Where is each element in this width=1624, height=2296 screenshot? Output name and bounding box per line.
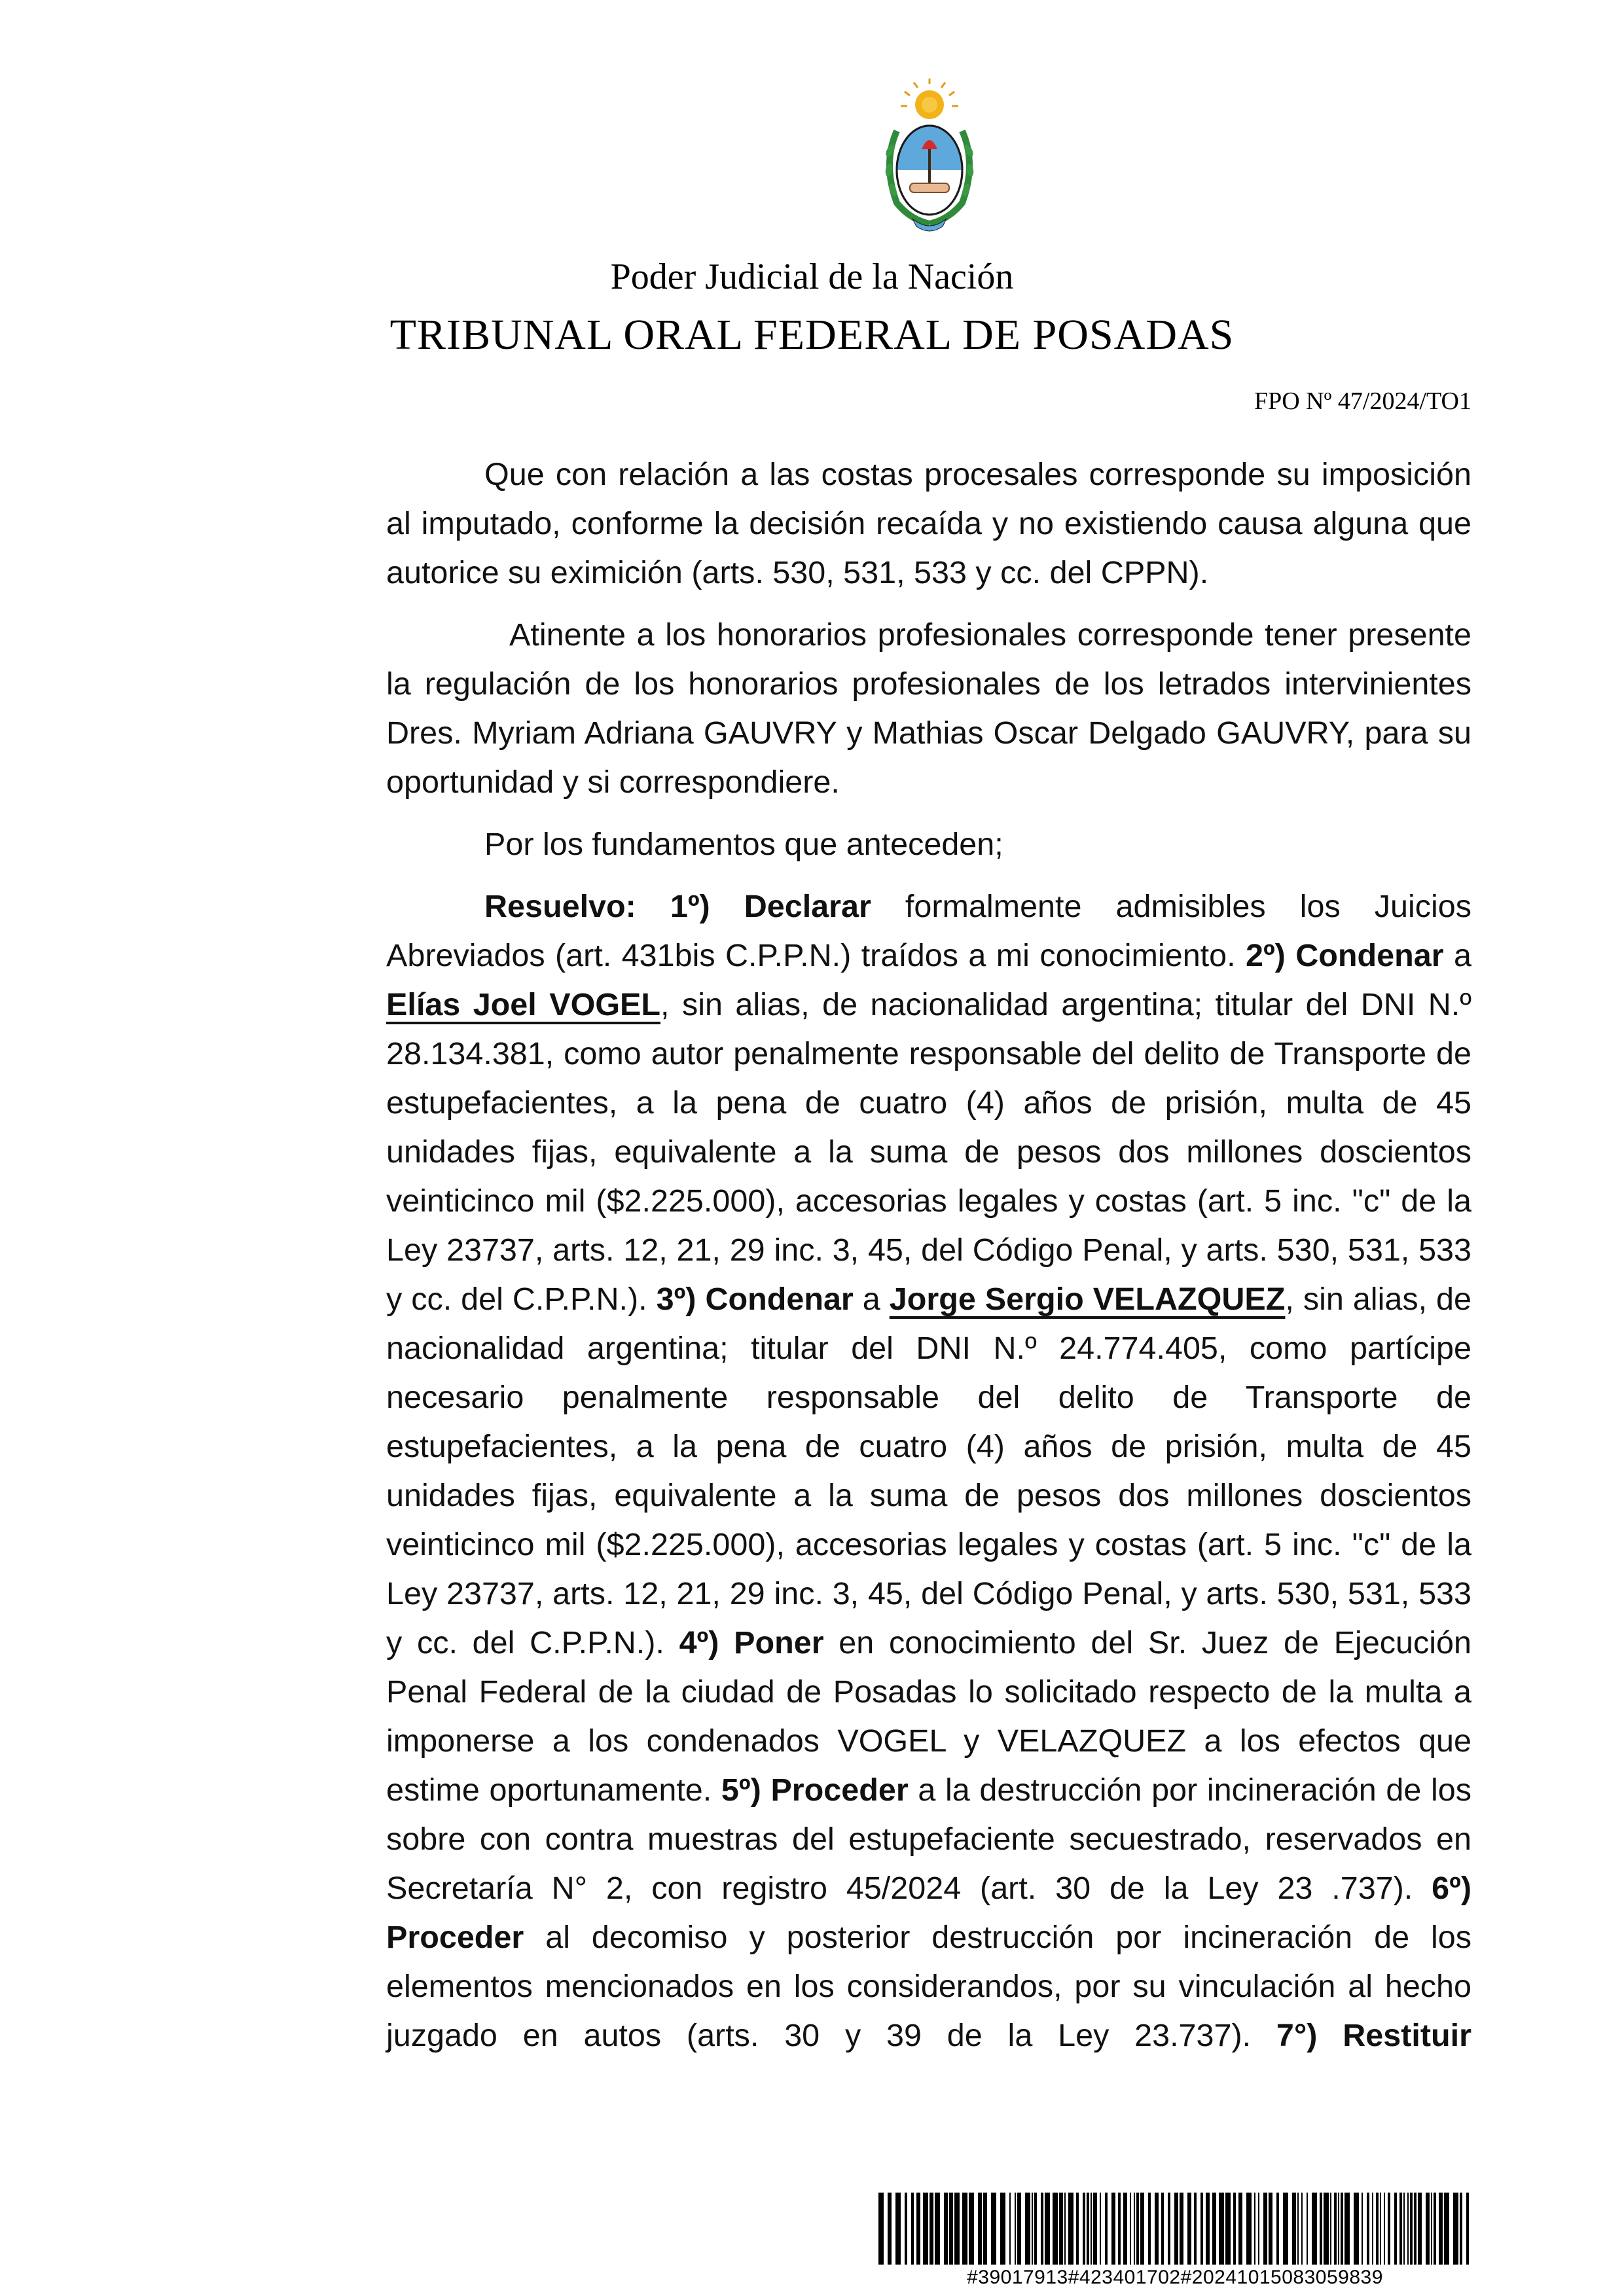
item-3-number: 3º)	[656, 1282, 696, 1317]
item-5-verb: Proceder	[770, 1772, 909, 1808]
paragraph-fees: Atinente a los honorarios profesionales corresponde tener presente la regulación de los honorarios profesionales de los letrados intervinientes Dres. Myriam Adriana GAUVRY y Mathias Oscar Delgado GAUVRY, para su oportunidad y si correspondiere.	[386, 617, 1471, 800]
item-5-text: a la destrucción por incineración de los sobre con contra muestras del estupefaciente secuestrado, reservados en Secretaría N° 2, con registro 45/2024 (art. 30 de la Ley 23 .737).	[386, 1772, 1471, 1906]
item-1-verb: Declarar	[744, 889, 871, 924]
item-4-verb: Poner	[734, 1625, 824, 1660]
institution-name: Poder Judicial de la Nación	[610, 257, 1014, 297]
item-7-number: 7°)	[1276, 2018, 1318, 2053]
defendant-name-vogel: Elías Joel VOGEL	[386, 987, 660, 1022]
item-4-text: en conocimiento del Sr. Juez de Ejecución Penal Federal de la ciudad de Posadas lo solicitado respecto de la multa a imponerse a los condenados VOGEL y VELAZQUEZ a los efectos que estime oportunamente.	[386, 1625, 1471, 1808]
case-number: FPO Nº 47/2024/TO1	[1254, 387, 1471, 415]
argentina-coat-of-arms-icon	[871, 79, 988, 236]
document-body	[386, 450, 1471, 2073]
item-7-verb: Restituir	[1343, 2018, 1472, 2053]
paragraph-grounds: Por los fundamentos que anteceden;	[484, 827, 1003, 862]
item-6-verb: Proceder	[386, 1920, 524, 1955]
item-2-verb: Condenar	[1295, 938, 1444, 973]
sun-icon	[901, 79, 958, 119]
paragraph-costs: Que con relación a las costas procesales corresponde su imposición al imputado, conforme la decisión recaída y no existiendo causa alguna que autorice su eximición (arts. 530, 531, 533 y cc. del CPPN).	[386, 457, 1471, 590]
item-1-text: formalmente admisibles los Juicios Abreviados (art. 431bis C.P.P.N.) traídos a mi conocimiento.	[386, 889, 1471, 973]
item-5-number: 5º)	[721, 1772, 761, 1808]
item-2-number: 2º)	[1246, 938, 1286, 973]
barcode-text: #39017913#423401702#20241015083059839	[967, 2267, 1383, 2288]
item-2-connector: a	[1443, 938, 1471, 973]
item-6-text: al decomiso y posterior destrucción por incineración de los elementos mencionados en los considerandos, por su vinculación al hecho juzgado en autos (arts. 30 y 39 de la Ley 23.737).	[386, 1920, 1471, 2053]
paragraph-resolution	[386, 882, 1471, 2060]
item-3-connector: a	[853, 1282, 890, 1317]
item-3-text: , sin alias, de nacionalidad argentina; titular del DNI N.º 24.774.405, como partícipe necesario penalmente responsable del delito de Transporte de estupefacientes, a la pena de cuatro (4) años de prisión, multa de 45 unidades fijas, equivalente a la suma de pesos dos millones doscientos veinticinco mil ($2.225.000), accesorias legales y costas (art. 5 inc. "c" de la Ley 23737, arts. 12, 21, 29 inc. 3, 45, del Código Penal, y arts. 530, 531, 533 y cc. del C.P.P.N.).	[386, 1282, 1471, 1660]
defendant-name-velazquez: Jorge Sergio VELAZQUEZ	[889, 1282, 1286, 1317]
court-name: TRIBUNAL ORAL FEDERAL DE POSADAS	[389, 311, 1235, 359]
item-3-verb: Condenar	[705, 1282, 854, 1317]
item-1-number: 1º)	[670, 889, 710, 924]
item-2-text: , sin alias, de nacionalidad argentina; titular del DNI N.º 28.134.381, como autor penalmente responsable del delito de Transporte de estupefacientes, a la pena de cuatro (4) años de prisión, multa de 45 unidades fijas, equivalente a la suma de pesos dos millones doscientos veinticinco mil ($2.225.000), accesorias legales y costas (art. 5 inc. "c" de la Ley 23737, arts. 12, 21, 29 inc. 3, 45, del Código Penal, y arts. 530, 531, 533 y cc. del C.P.P.N.).	[386, 987, 1471, 1317]
item-6-number: 6º)	[1432, 1871, 1471, 1906]
barcode-icon	[878, 2193, 1471, 2265]
item-4-number: 4º)	[679, 1625, 719, 1660]
resolution-label: Resuelvo:	[484, 889, 636, 924]
